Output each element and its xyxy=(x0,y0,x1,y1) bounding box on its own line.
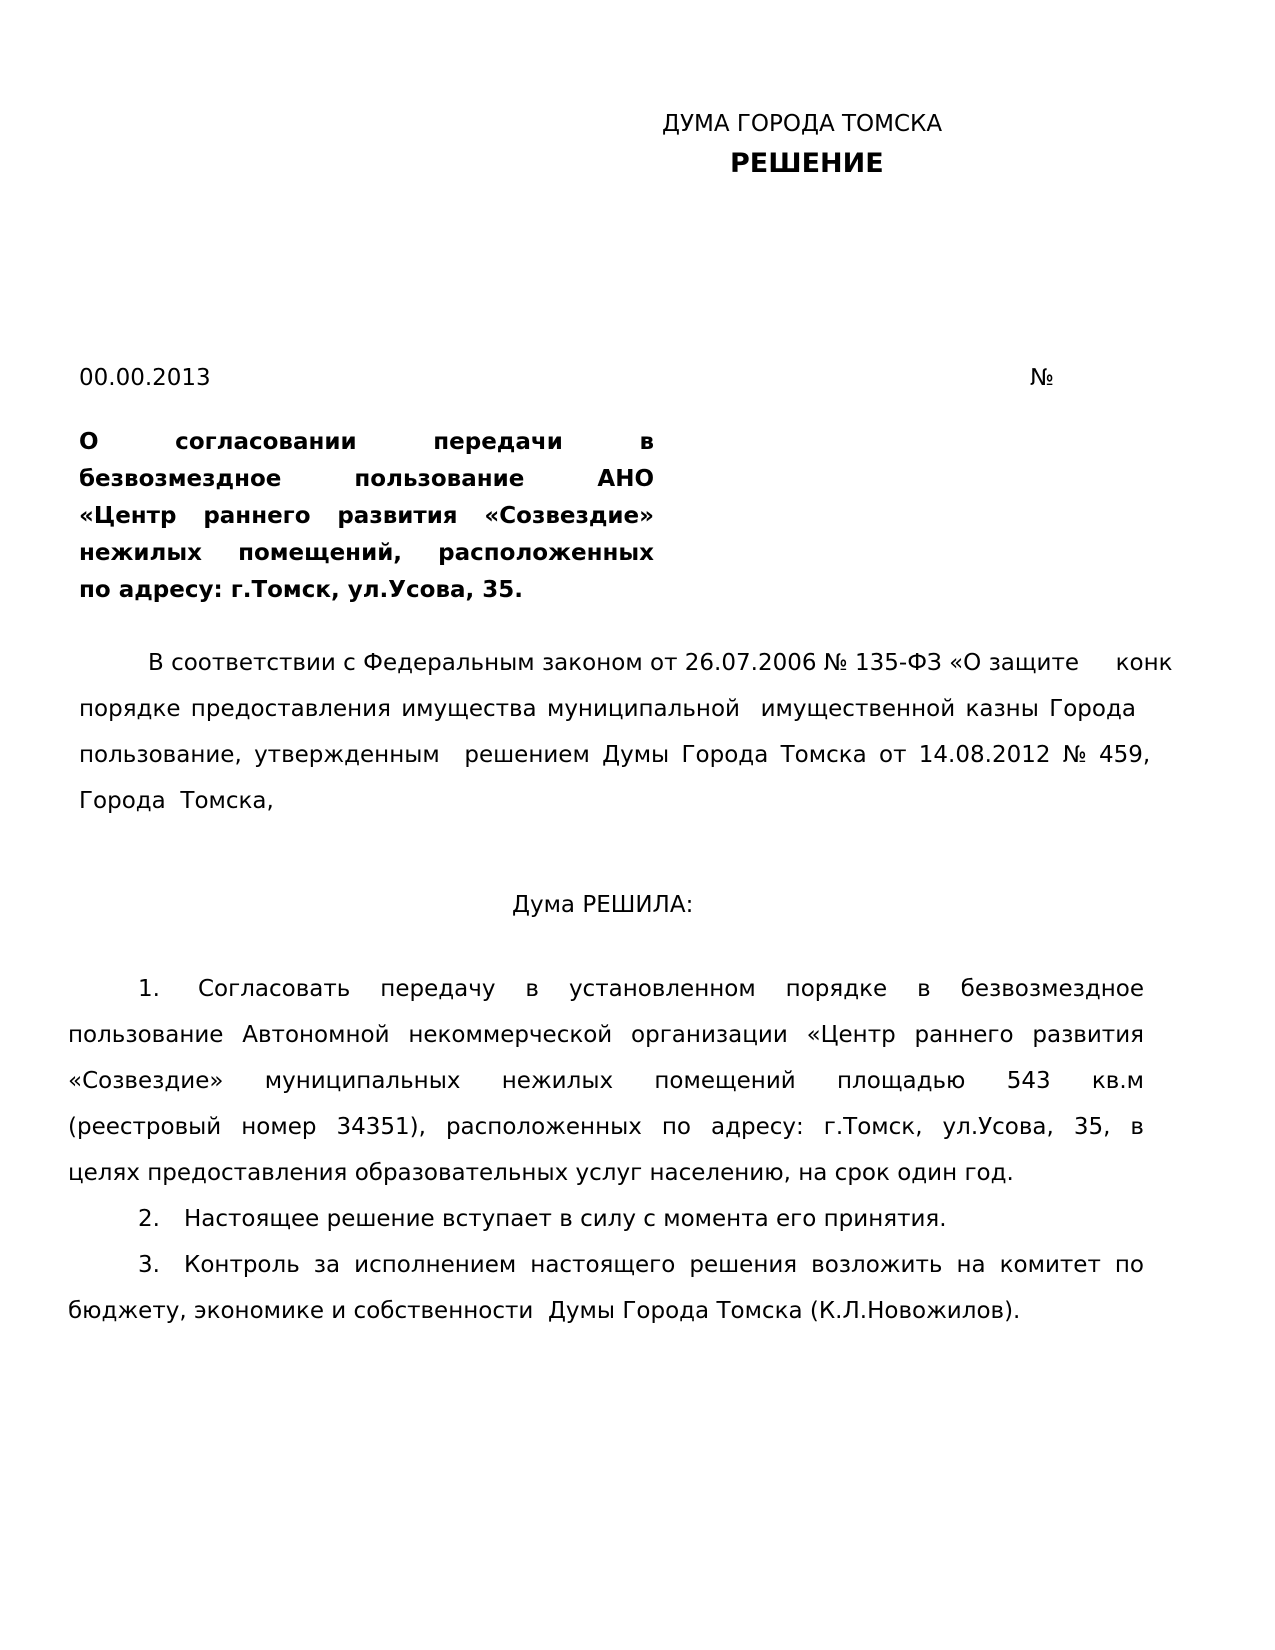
decision-items xyxy=(68,966,1144,1334)
item-1-line: пользование Автономной некоммерческой организации «Центр раннего развития xyxy=(68,1022,1144,1048)
subject-line: «Центр раннего развития «Созвездие» xyxy=(79,503,654,529)
decided-heading: Дума РЕШИЛА: xyxy=(512,892,694,918)
subject-line: нежилых помещений, расположенных xyxy=(79,540,654,566)
item-1-first-line xyxy=(68,966,1144,1012)
preamble-paragraph xyxy=(79,640,1275,824)
item-3-line: бюджету, экономике и собственности Думы Города Томска (К.Л.Новожилов). xyxy=(68,1298,1021,1324)
item-text: Контроль за исполнением настоящего решения возложить на комитет по xyxy=(184,1252,1144,1278)
preamble-line: порядке предоставления имущества муниципальной имущественной казны Города xyxy=(79,696,1136,722)
item-number: 2. xyxy=(138,1206,160,1232)
preamble-line: В соответствии с Федеральным законом от 26.07.2006 № 135-ФЗ «О защите конк xyxy=(148,650,1173,676)
subject-line: О согласовании передачи в xyxy=(79,429,654,455)
item-text: Согласовать передачу в установленном порядке в безвозмездное xyxy=(198,976,1144,1002)
item-1-line: целях предоставления образовательных услуг населению, на срок один год. xyxy=(68,1160,1014,1186)
item-3-first-line xyxy=(68,1242,1144,1288)
subject-line: безвозмездное пользование АНО xyxy=(79,466,654,492)
decision-subject xyxy=(79,424,654,609)
decision-number-label: № xyxy=(1030,365,1054,391)
subject-line: по адресу: г.Томск, ул.Усова, 35. xyxy=(79,577,524,603)
organization-name: ДУМА ГОРОДА ТОМСКА xyxy=(662,111,943,137)
item-text: Настоящее решение вступает в силу с момента его принятия. xyxy=(184,1206,947,1232)
decision-date: 00.00.2013 xyxy=(79,365,211,391)
item-1-line: «Созвездие» муниципальных нежилых помещений площадью 543 кв.м xyxy=(68,1068,1144,1094)
item-number: 1. xyxy=(138,976,160,1002)
item-2 xyxy=(68,1196,1144,1242)
document-title: РЕШЕНИЕ xyxy=(730,148,884,179)
item-1-line: (реестровый номер 34351), расположенных по адресу: г.Томск, ул.Усова, 35, в xyxy=(68,1114,1144,1140)
preamble-line: Города Томска, xyxy=(79,788,274,814)
item-number: 3. xyxy=(138,1252,160,1278)
preamble-line: пользование, утвержденным решением Думы Города Томска от 14.08.2012 № 459, xyxy=(79,742,1151,768)
